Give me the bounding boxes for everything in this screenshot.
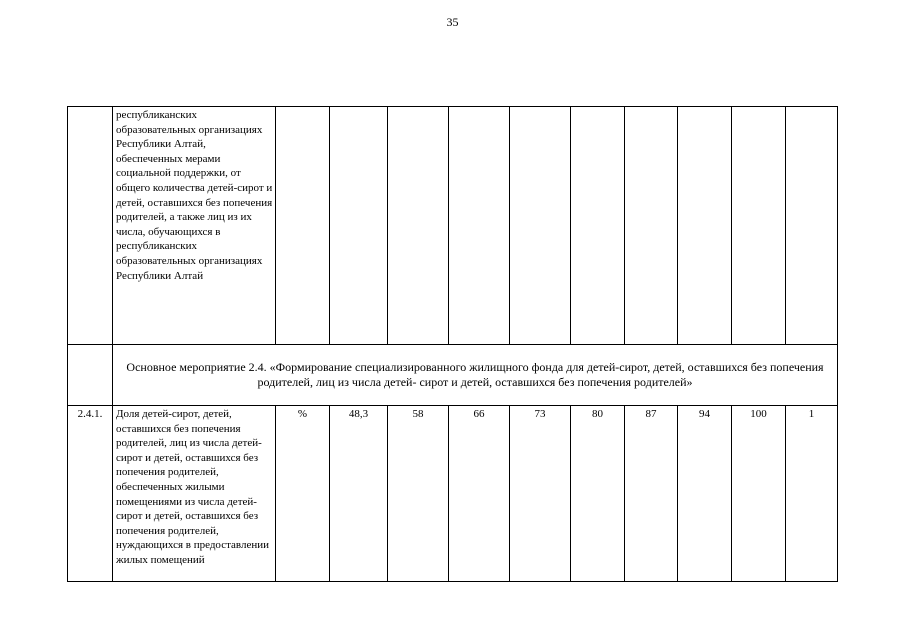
page-number: 35: [446, 15, 459, 29]
unit-cell: %: [276, 406, 330, 582]
value-cell: 48,3: [330, 406, 388, 582]
value-cell: 94: [678, 406, 732, 582]
unit-cell: [276, 107, 330, 345]
row-number-cell: 2.4.1.: [68, 406, 113, 582]
value-cell: [388, 107, 449, 345]
value-cell: [510, 107, 571, 345]
indicator-name-text: Доля детей-сирот, детей, оставшихся без попечения родителей, лиц из числа детей-сирот и детей, оставшихся без попечения родителей, обеспеченных жилыми помещениями из числа детей-сирот и детей, оставшихся без попечения родителей, нуждающихся в предоставлении жилых помещений: [116, 408, 269, 566]
value-cell: 87: [625, 406, 678, 582]
value-cell: [571, 107, 625, 345]
value-cell: 100: [732, 406, 786, 582]
value-cell: [786, 107, 838, 345]
value-cell: [330, 107, 388, 345]
value-cell: [449, 107, 510, 345]
value-cell: 80: [571, 406, 625, 582]
indicator-name-cell: [113, 107, 276, 345]
section-title: Основное мероприятие 2.4. «Формирование специализированного жилищного фонда для детей-сирот, детей, оставшихся без попечения родителей, лиц из числа детей- сирот и детей, оставшихся без попечения родителей»: [113, 345, 838, 406]
value-cell: 66: [449, 406, 510, 582]
value-cell: [732, 107, 786, 345]
value-cell: 1: [786, 406, 838, 582]
value-cell: [678, 107, 732, 345]
row-number-cell: [68, 107, 113, 345]
value-cell: 58: [388, 406, 449, 582]
section-blank-cell: [68, 345, 113, 406]
table-row-continuation: [68, 107, 838, 345]
table-row-2-4-1: [68, 406, 838, 582]
value-cell: [625, 107, 678, 345]
value-cell: 73: [510, 406, 571, 582]
indicators-table: [67, 106, 838, 582]
indicator-name-cell: [113, 406, 276, 582]
indicator-name-text: республиканских образовательных организациях Республики Алтай, обеспеченных мерами социальной поддержки, от общего количества детей-сирот и детей, оставшихся без попечения родителей, а также лиц из их числа, обучающихся в республиканских образовательных организациях Республики Алтай: [116, 109, 273, 282]
table-row-section: [68, 345, 838, 406]
